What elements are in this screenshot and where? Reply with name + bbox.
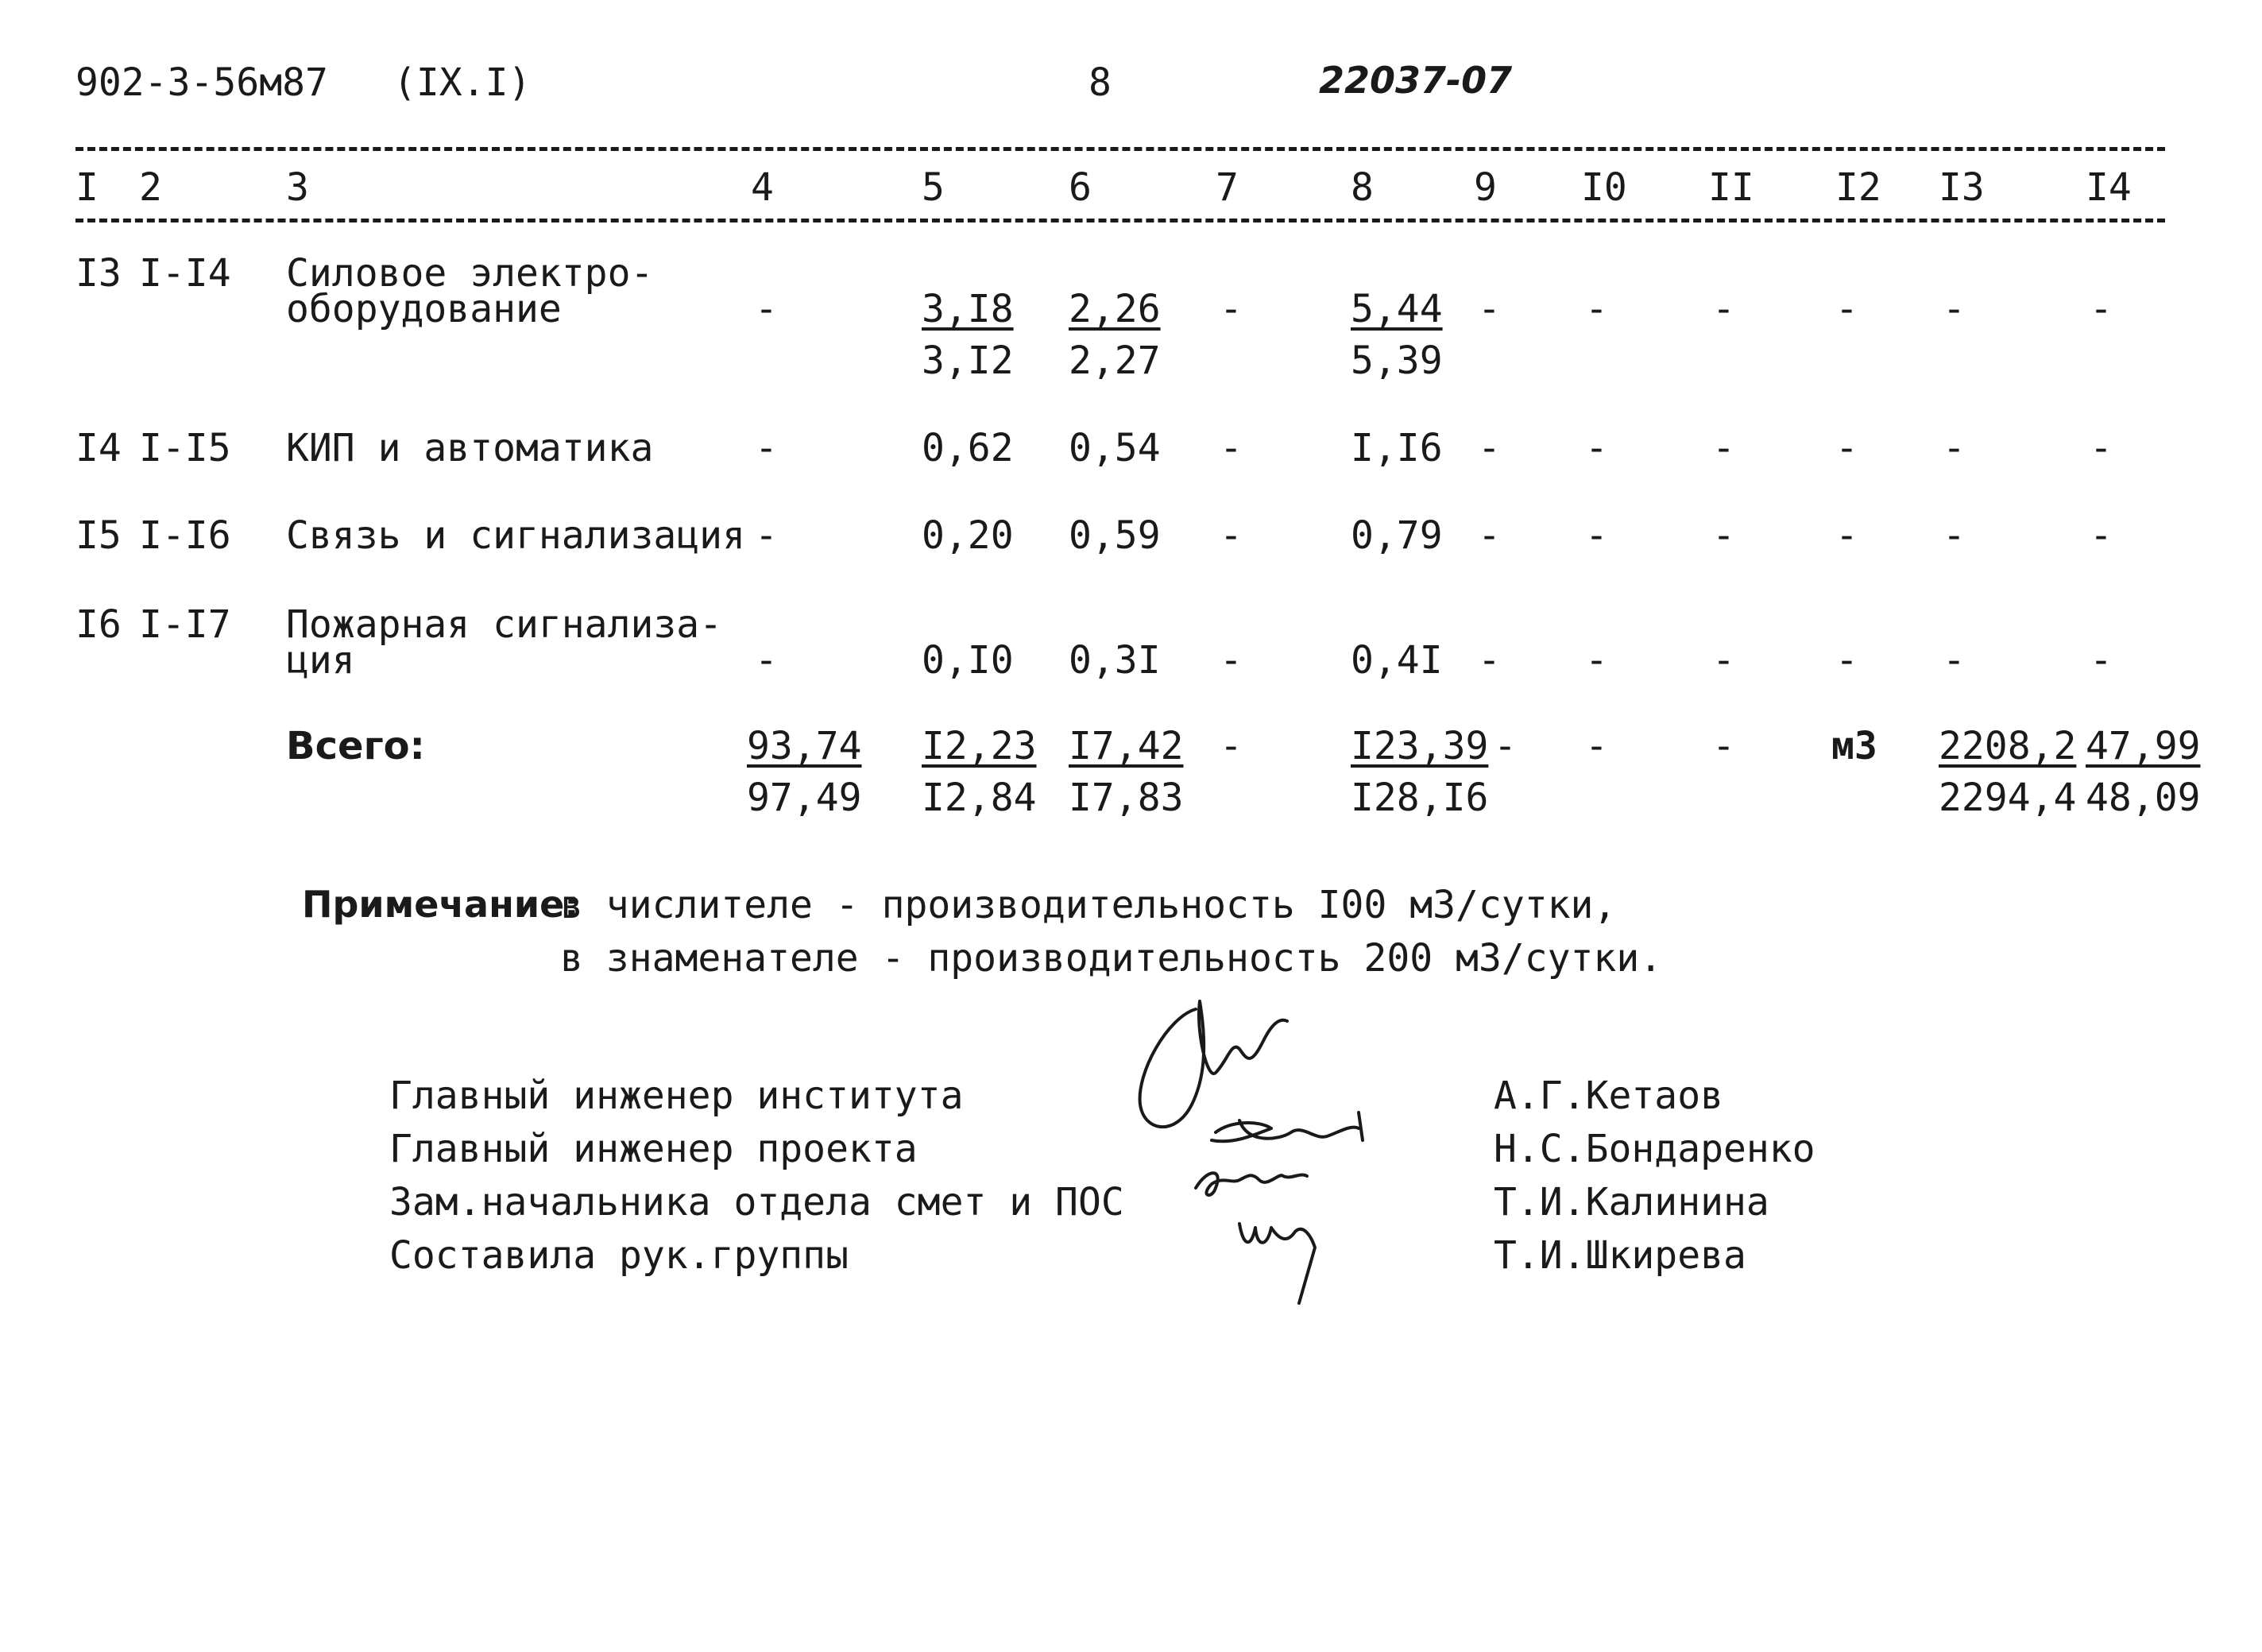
- total-col6-numerator: I7,42: [1069, 724, 1184, 768]
- total-col14-numerator: 47,99: [2086, 724, 2201, 768]
- cell-col10: -: [1585, 513, 1608, 558]
- total-col5-denominator: I2,84: [922, 776, 1037, 820]
- total-col6-denominator: I7,83: [1069, 776, 1184, 820]
- row-reference: I-I6: [139, 513, 231, 558]
- handwritten-signatures: [1120, 985, 1454, 1319]
- cell-col10: -: [1585, 638, 1608, 683]
- col-header-14: I4: [2086, 165, 2132, 210]
- cell-col5: 0,62: [922, 426, 1014, 470]
- cell-col14: -: [2090, 426, 2113, 470]
- total-col4-numerator: 93,74: [747, 724, 862, 768]
- row-reference: I-I5: [139, 426, 231, 470]
- total-col12-unit: м3: [1831, 724, 1877, 768]
- total-col10: -: [1585, 724, 1608, 768]
- signature-role: Составила рук.группы: [389, 1233, 849, 1278]
- signature-name: Т.И.Шкирева: [1494, 1233, 1746, 1278]
- cell-col13: -: [1943, 287, 1966, 331]
- signature-mark: [1239, 1224, 1315, 1303]
- total-col4-denominator: 97,49: [747, 776, 862, 820]
- cell-col11: -: [1712, 287, 1735, 331]
- row-name: КИП и автоматика: [286, 426, 654, 470]
- row-number: I5: [75, 513, 122, 558]
- cell-col11: -: [1712, 513, 1735, 558]
- header-bottom-rule: [75, 219, 2165, 222]
- cell-col12: -: [1835, 426, 1858, 470]
- cell-col14: -: [2090, 287, 2113, 331]
- col-header-4: 4: [751, 165, 774, 210]
- cell-col9: -: [1478, 426, 1501, 470]
- row-name: Связь и сигнализация: [286, 513, 745, 558]
- col-header-8: 8: [1351, 165, 1374, 210]
- row-name-line-2: ция: [286, 638, 355, 683]
- signature-mark: [1196, 1173, 1307, 1195]
- cell-col4: -: [755, 287, 778, 331]
- signature-role: Главный инженер института: [389, 1074, 964, 1118]
- cell-col13: -: [1943, 638, 1966, 683]
- col-header-2: 2: [139, 165, 162, 210]
- cell-col12: -: [1835, 513, 1858, 558]
- cell-col8-denominator: 5,39: [1351, 339, 1443, 383]
- cell-col12: -: [1835, 287, 1858, 331]
- cell-col10: -: [1585, 426, 1608, 470]
- cell-col6: 0,54: [1069, 426, 1161, 470]
- signature-name: Н.С.Бондаренко: [1494, 1127, 1815, 1171]
- col-header-5: 5: [922, 165, 945, 210]
- signature-name: Т.И.Калинина: [1494, 1180, 1769, 1224]
- note-line-2: в знаменателе - производительность 200 м3/сутки.: [560, 936, 1663, 981]
- table-top-rule: [75, 147, 2165, 151]
- cell-col6-numerator: 2,26: [1069, 287, 1161, 331]
- cell-col4: -: [755, 513, 778, 558]
- cell-col7: -: [1220, 638, 1243, 683]
- cell-col9: -: [1478, 513, 1501, 558]
- row-name-line-1: Силовое электро-: [286, 251, 654, 296]
- row-number: I3: [75, 251, 122, 296]
- col-header-7: 7: [1216, 165, 1239, 210]
- cell-col6: 0,59: [1069, 513, 1161, 558]
- total-col9: -: [1494, 724, 1517, 768]
- document-code: 902-3-56м87: [75, 60, 328, 105]
- cell-col5-denominator: 3,I2: [922, 339, 1014, 383]
- section-code: (IX.I): [393, 60, 532, 105]
- cell-col5: 0,20: [922, 513, 1014, 558]
- total-col13-denominator: 2294,4: [1939, 776, 2077, 820]
- total-col7: -: [1220, 724, 1243, 768]
- total-col14-denominator: 48,09: [2086, 776, 2201, 820]
- col-header-13: I3: [1939, 165, 1985, 210]
- cell-col5-numerator: 3,I8: [922, 287, 1014, 331]
- cell-col11: -: [1712, 426, 1735, 470]
- cell-col10: -: [1585, 287, 1608, 331]
- col-header-6: 6: [1069, 165, 1092, 210]
- stamp-number: 22037-07: [1319, 59, 1513, 102]
- row-number: I4: [75, 426, 122, 470]
- cell-col8: I,I6: [1351, 426, 1443, 470]
- cell-col4: -: [755, 638, 778, 683]
- cell-col8: 0,79: [1351, 513, 1443, 558]
- note-label: Примечание:: [302, 883, 579, 926]
- signature-role: Зам.начальника отдела смет и ПОС: [389, 1180, 1124, 1224]
- col-header-11: II: [1708, 165, 1754, 210]
- cell-col11: -: [1712, 638, 1735, 683]
- total-label: Всего:: [286, 724, 425, 768]
- row-name-line-1: Пожарная сигнализа-: [286, 602, 723, 647]
- page-number: 8: [1088, 60, 1112, 105]
- cell-col14: -: [2090, 638, 2113, 683]
- col-header-10: I0: [1581, 165, 1627, 210]
- cell-col6: 0,3I: [1069, 638, 1161, 683]
- cell-col6-denominator: 2,27: [1069, 339, 1161, 383]
- col-header-9: 9: [1474, 165, 1497, 210]
- col-header-3: 3: [286, 165, 309, 210]
- cell-col8: 0,4I: [1351, 638, 1443, 683]
- row-reference: I-I4: [139, 251, 231, 296]
- cell-col12: -: [1835, 638, 1858, 683]
- col-header-12: I2: [1835, 165, 1881, 210]
- total-col11: -: [1712, 724, 1735, 768]
- row-name-line-2: оборудование: [286, 287, 562, 331]
- row-number: I6: [75, 602, 122, 647]
- total-col8-numerator: I23,39: [1351, 724, 1489, 768]
- note-line-1: в числителе - производительность I00 м3/сутки,: [560, 883, 1617, 927]
- total-col5-numerator: I2,23: [922, 724, 1037, 768]
- signature-role: Главный инженер проекта: [389, 1127, 918, 1171]
- cell-col13: -: [1943, 426, 1966, 470]
- cell-col9: -: [1478, 287, 1501, 331]
- cell-col9: -: [1478, 638, 1501, 683]
- cell-col4: -: [755, 426, 778, 470]
- cell-col7: -: [1220, 426, 1243, 470]
- cell-col8-numerator: 5,44: [1351, 287, 1443, 331]
- total-col8-denominator: I28,I6: [1351, 776, 1489, 820]
- cell-col7: -: [1220, 513, 1243, 558]
- cell-col7: -: [1220, 287, 1243, 331]
- row-reference: I-I7: [139, 602, 231, 647]
- signature-mark: [1212, 1112, 1363, 1141]
- col-header-1: I: [75, 165, 99, 210]
- cell-col14: -: [2090, 513, 2113, 558]
- total-col13-numerator: 2208,2: [1939, 724, 2077, 768]
- signature-mark: [1140, 1001, 1287, 1127]
- cell-col13: -: [1943, 513, 1966, 558]
- signature-name: А.Г.Кетаов: [1494, 1074, 1723, 1118]
- cell-col5: 0,I0: [922, 638, 1014, 683]
